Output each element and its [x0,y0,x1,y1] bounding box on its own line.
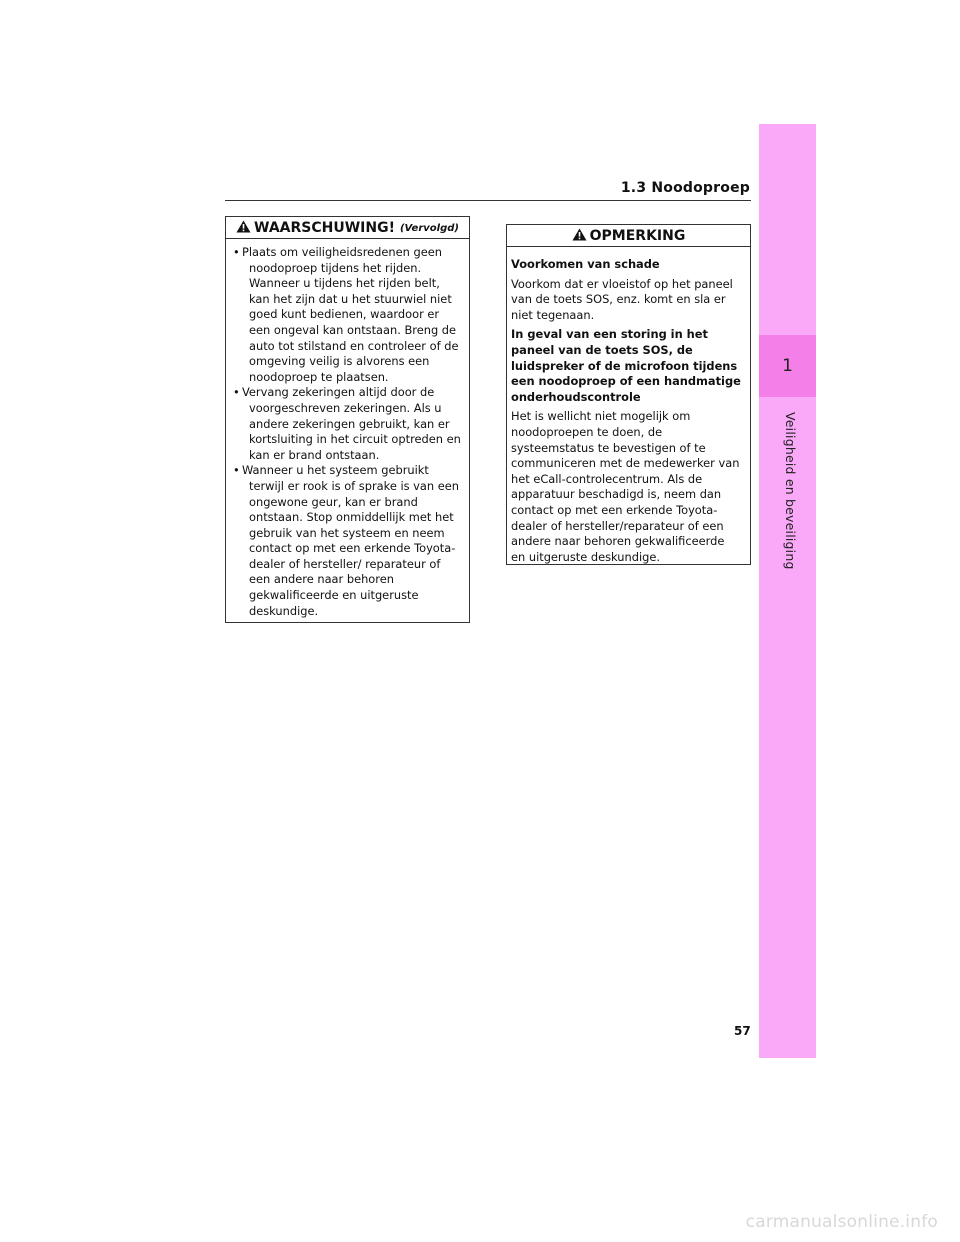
watermark: carmanualsonline.info [745,1212,938,1232]
chapter-number-tab[interactable] [759,335,816,397]
notice-text-damage: Voorkom dat er vloeistof op het paneel van de toets SOS, enz. komt en sla er niet tegenaan. [511,276,733,322]
warning-triangle-icon [236,218,251,237]
section-title: 1.3 Noodoproep [620,180,750,196]
chapter-label: Veiligheid en beveiliging [783,412,798,570]
warning-box [225,216,470,623]
notice-body [507,247,750,565]
chapter-side-tab [759,124,816,1058]
notice-header [507,225,750,247]
warning-list [226,245,469,619]
list-item: • Wanneer u het systeem gebruikt terwijl er rook is of sprake is van een ongewone geur, kan er brand ontstaan. Stop onmiddellijk met het gebruik van het systeem en neem contact op met een erkende Toyota-dealer of hersteller/ reparateur of een andere naar behoren gekwalificeerde en uitgeruste deskundige. [233,463,461,619]
notice-text-malfunction: Het is wellicht niet mogelijk om noodoproepen te doen, de systeemstatus te bevestigen of te communiceren met de medewerker van het eCall-controlecentrum. Als de apparatuur beschadigd is, neem dan contact op met een erkende Toyota-dealer of hersteller/reparateur of een andere naar behoren gekwalificeerde en uitgeruste deskundige. [511,409,740,564]
warning-header [226,217,469,239]
warning-continued: (Vervolgd) [399,223,459,234]
notice-box [506,224,751,565]
notice-heading-malfunction: In geval van een storing in het paneel van de toets SOS, de luidspreker of de microfoon tijdens een noodoproep of een handmatige onderhoudscontrole [511,327,741,404]
notice-triangle-icon [572,226,587,245]
chapter-number: 1 [782,356,793,376]
notice-heading-damage: Voorkomen van schade [511,257,660,271]
warning-title: WAARSCHUWING! [254,219,395,236]
list-item: • Vervang zekeringen altijd door de voorgeschreven zekeringen. Als u andere zekeringen gebruikt, kan er kortsluiting in het circuit optreden en kan er brand ontstaan. [233,385,461,463]
list-item: • Plaats om veiligheidsredenen geen noodoproep tijdens het rijden. Wanneer u tijdens het rijden belt, kan het zijn dat u het stuurwiel niet goed kunt bedienen, waardoor er een ongeval kan ontstaan. Breng de auto tot stilstand en controleer of de omgeving veilig is alvorens een noodoproep te plaatsen. [233,245,461,385]
page-number: 57 [734,1024,751,1038]
header-rule [225,200,751,201]
notice-title: OPMERKING [589,227,686,244]
